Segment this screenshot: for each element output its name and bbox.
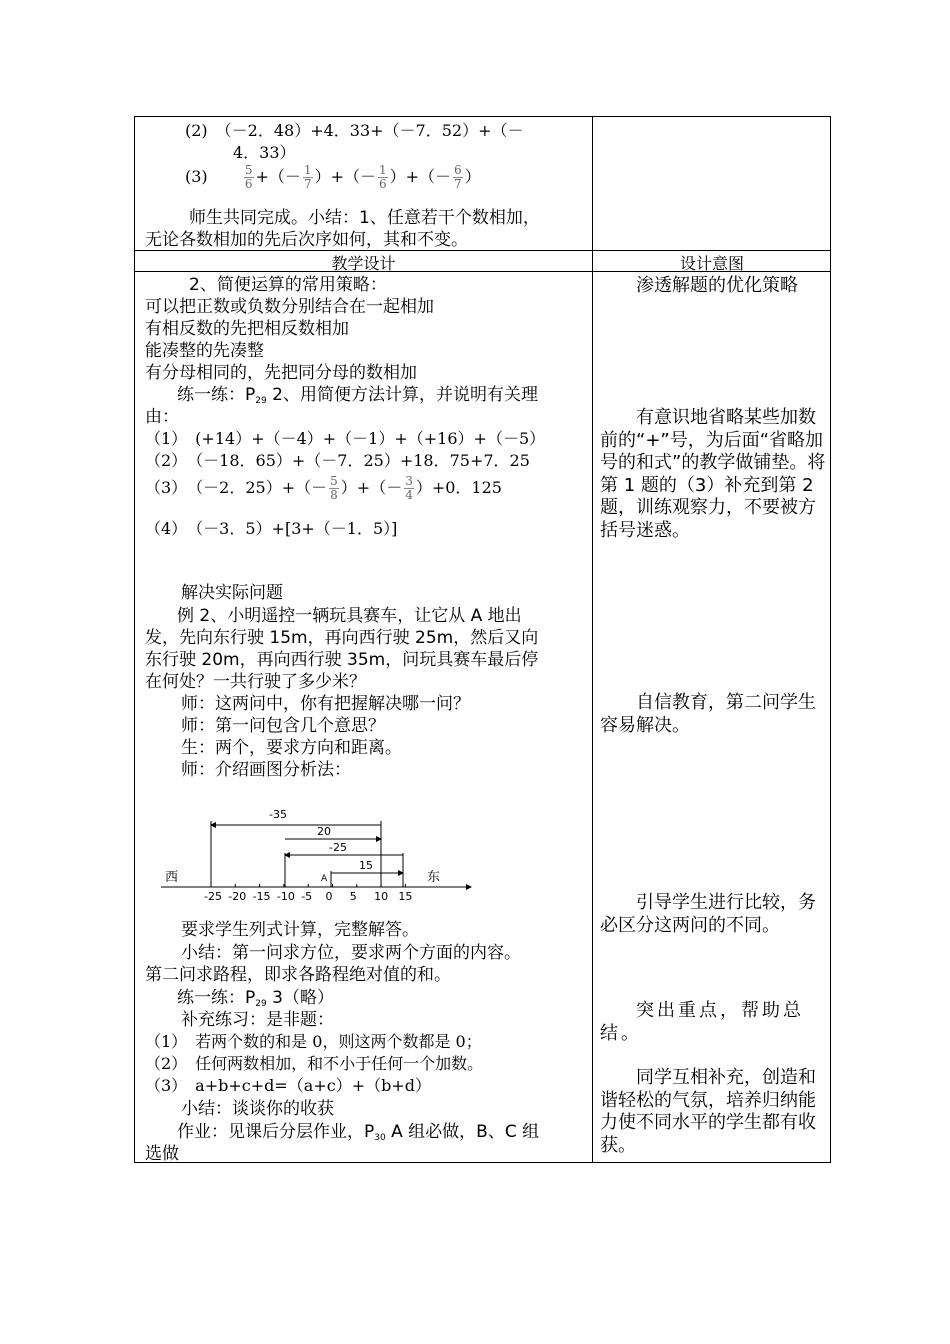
fraction: $\frac{1}{6}$	[378, 163, 387, 191]
header-teaching-design: 教学设计	[331, 254, 396, 273]
tick-label: 15	[398, 890, 413, 901]
dialogue-3: 生：两个，要求方向和距离。	[181, 738, 402, 758]
extra-item-2: （2） 任何两数相加，和不小于任何一个加数。	[145, 1054, 484, 1073]
intent-6: 同学互相补充，创造和谐轻松的气氛，培养归纳能力使不同水平的学生都有收获。	[600, 1067, 816, 1156]
intent-2: 有意识地省略某些加数前的“+”号，为后面“省略加号的和式”的教学做铺垫。将第 1 题的（3）补充到第 2 题，训练观察力，不要被方括号迷惑。	[600, 407, 826, 541]
practice-2: 练一练：$P_{29}$ 3（略）	[177, 988, 334, 1009]
fraction: $\frac{5}{8}$	[330, 474, 338, 502]
strategy-3: 能凑整的先凑整	[145, 341, 264, 361]
tick-label: -15	[252, 890, 271, 901]
number-line-diagram	[159, 801, 479, 901]
practice-1-line-2: 由：	[145, 407, 179, 427]
requirement: 要求学生列式计算，完整解答。	[181, 920, 419, 940]
fraction: $\frac{1}{7}$	[303, 163, 312, 191]
fraction: $\frac{6}{7}$	[454, 163, 462, 191]
summary-3: 小结：谈谈你的收获	[181, 1099, 334, 1119]
real-problem-title: 解决实际问题	[181, 583, 283, 603]
east-label: 东	[427, 870, 441, 885]
example-2-line-4: 在何处？一共行驶了多少米？	[145, 672, 366, 692]
arrow-label-minus35: -35	[269, 808, 287, 821]
summary-2-line-1: 小结：第一问求方位，要求两个方面的内容。	[181, 943, 521, 963]
example-2-line-1: 例 2、小明遥控一辆玩具赛车，让它从 A 地出	[177, 606, 522, 626]
practice-item-2: （2） （－18．65）+（－7．25）+18．75+7．25	[145, 451, 530, 470]
dialogue-4: 师：介绍画图分析法：	[181, 760, 351, 780]
summary-line-2: 无论各数相加的先后次序如何，其和不变。	[145, 230, 468, 250]
practice-1-line-1: 练一练：$P_{29}$ 2、用简便方法计算，并说明有关理	[177, 385, 538, 406]
example-2-line-2: 发，先向东行驶 15m，再向西行驶 25m，然后又向	[145, 628, 539, 648]
example-2-line-3: 东行驶 20m，再向西行驶 35m，问玩具赛车最后停	[145, 650, 539, 670]
dialogue-2: 师：第一问包含几个意思？	[181, 716, 385, 736]
tick-label: -10	[276, 890, 295, 901]
exercise-2-line-2: 4．33）	[233, 143, 296, 162]
homework-line-1: 作业：见课后分层作业，$P_{30}$ A 组必做，B、C 组	[177, 1122, 540, 1143]
tick-label: 0	[325, 890, 333, 901]
practice-item-1: （1） (+14）+（－4）+（－1）+（+16）+（－5）	[145, 429, 546, 448]
strategy-1: 可以把正数或负数分别结合在一起相加	[145, 297, 434, 317]
lesson-table	[134, 116, 831, 1163]
fraction: $\frac{3}{4}$	[405, 474, 413, 502]
fraction: $\frac{5}{6}$	[244, 163, 253, 191]
tick-label: -5	[301, 890, 313, 901]
tick-label: 10	[374, 890, 389, 901]
point-a-label: A	[321, 874, 328, 884]
exercise-3: (3) $\frac{5}{6}$ +（－ $\frac{1}{7}$ ）+（－ $\frac{1}{6}$ ）+（－ $\frac{6}{7}$ ）	[185, 163, 481, 191]
exercise-2-line-1: (2) （－2．48）+4．33+（－7．52）+（－	[185, 121, 524, 140]
practice-item-4: （4） （－3．5）+[3+（－1．5）]	[145, 519, 398, 538]
arrow-label-20: 20	[317, 825, 331, 838]
practice-item-3: （3） （－2．25）+（－ $\frac{5}{8}$ ）+（－ $\frac{3}{4}$ ）+0．125	[145, 474, 502, 502]
extra-practice-title: 补充练习：是非题：	[181, 1010, 334, 1030]
tick-label: -25	[204, 890, 222, 901]
arrow-label-minus25: -25	[329, 841, 347, 854]
homework-line-2: 选做	[145, 1144, 179, 1164]
intent-3: 自信教育，第二问学生容易解决。	[600, 692, 816, 736]
arrow-label-15: 15	[359, 859, 373, 872]
intent-4: 引导学生进行比较，务必区分这两问的不同。	[600, 892, 816, 936]
intent-1: 渗透解题的优化策略	[636, 275, 798, 296]
extra-item-3: （3） a+b+c+d=（a+c）+（b+d）	[145, 1076, 431, 1095]
west-label: 西	[165, 870, 179, 885]
strategy-title: 2、简便运算的常用策略：	[189, 275, 387, 295]
header-design-intent: 设计意图	[679, 254, 744, 273]
summary-2-line-2: 第二问求路程，即求各路程绝对值的和。	[145, 965, 451, 985]
extra-item-1: （1） 若两个数的和是 0，则这两个数都是 0；	[145, 1032, 482, 1051]
strategy-4: 有分母相同的，先把同分母的数相加	[145, 363, 417, 383]
tick-label: 5	[349, 890, 357, 901]
tick-label: -20	[228, 890, 247, 901]
strategy-2: 有相反数的先把相反数相加	[145, 319, 349, 339]
summary-line-1: 师生共同完成。小结：1、任意若干个数相加，	[189, 208, 540, 228]
dialogue-1: 师：这两问中，你有把握解决哪一问？	[181, 694, 470, 714]
intent-5: 突出重点，帮助总结。	[600, 1000, 804, 1044]
